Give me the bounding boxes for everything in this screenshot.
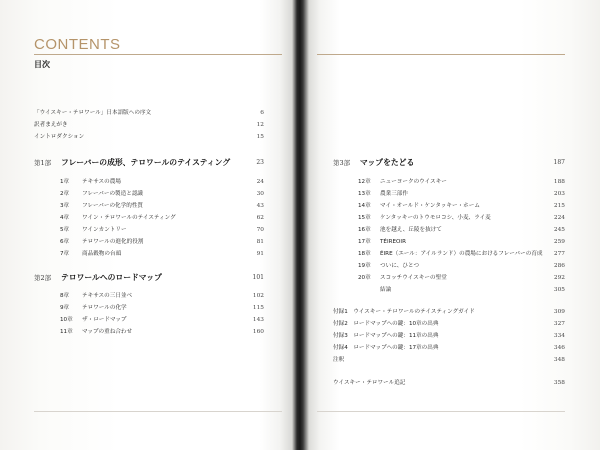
chapter-entry: 16章 池を越え、丘陵を抜けて 245 [358, 227, 565, 233]
postscript-entry: ウイスキー・テロワール追記 358 [333, 380, 565, 386]
toc-entry: 「ウイスキー・テロワール」日本語版への序文 6 [34, 110, 264, 116]
chapter-entry: 8章 テキサスの三日並べ 102 [60, 293, 264, 299]
chapter-entry: 9章 テロワールの化学 115 [60, 305, 264, 311]
chapter-entry: 19章 ついに、ひとつ 286 [358, 263, 565, 269]
footer-rule-right [317, 411, 565, 412]
part-heading: 第1部 フレーバーの成形、テロワールのテイスティング 23 [34, 158, 264, 167]
appendix-entry: 付録2 ロードマップへの鍵：10章の出典 327 [333, 321, 565, 327]
chapter-entry: 17章 TÉIREOIR 259 [358, 239, 565, 245]
chapter-entry: 15章 ケンタッキーのトウモロコシ、小麦、ライ麦 224 [358, 215, 565, 221]
toc-entry: 訳者まえがき 12 [34, 122, 264, 128]
chapter-entry: 7章 商品穀物の台頭 91 [60, 251, 264, 257]
chapter-entry: 5章 ワインカントリー 70 [60, 227, 264, 233]
header-rule-left [34, 54, 282, 55]
chapter-entry: 10章 ザ・ロードマップ 143 [60, 317, 264, 323]
contents-title: CONTENTS [34, 36, 121, 53]
chapter-entry: 2章 フレーバーの製造と認識 30 [60, 191, 264, 197]
footer-rule-left [34, 411, 282, 412]
header-rule-right [317, 54, 565, 55]
part-heading: 第2部 テロワールへのロードマップ 101 [34, 273, 264, 282]
chapter-entry: 13章 農業三部作 203 [358, 191, 565, 197]
chapter-entry: 3章 フレーバーの化学的性質 43 [60, 203, 264, 209]
appendix-entry: 付録4 ロードマップへの鍵：17章の出典 346 [333, 345, 565, 351]
chapter-entry: 4章 ワイン・テロワールのテイスティング 62 [60, 215, 264, 221]
chapter-entry: 11章 マップの重ね合わせ 160 [60, 329, 264, 335]
appendix-entry: 付録1 ウイスキー・テロワールのテイスティングガイド 309 [333, 309, 565, 315]
chapter-entry: 12章 ニューヨークのウイスキー 188 [358, 179, 565, 185]
chapter-entry: 結論 305 [380, 287, 565, 293]
part-heading: 第3部 マップをたどる 187 [333, 158, 565, 167]
appendix-entry: 付録3 ロードマップへの鍵：11章の出典 334 [333, 333, 565, 339]
chapter-entry: 18章 ÉIRE（エール：アイルランド）の農場におけるフレーバーの育成 277 [358, 251, 565, 257]
toc-entry: イントロダクション 15 [34, 134, 264, 140]
chapter-entry: 1章 テキサスの農場 24 [60, 179, 264, 185]
chapter-entry: 14章 マイ・オールド・ケンタッキー・ホーム 215 [358, 203, 565, 209]
chapter-entry: 20章 スコッチウイスキーの聖堂 292 [358, 275, 565, 281]
chapter-entry: 6章 テロワールの進化的役割 81 [60, 239, 264, 245]
notes-entry: 注釈 348 [333, 357, 565, 363]
contents-subtitle: 目次 [34, 60, 50, 69]
